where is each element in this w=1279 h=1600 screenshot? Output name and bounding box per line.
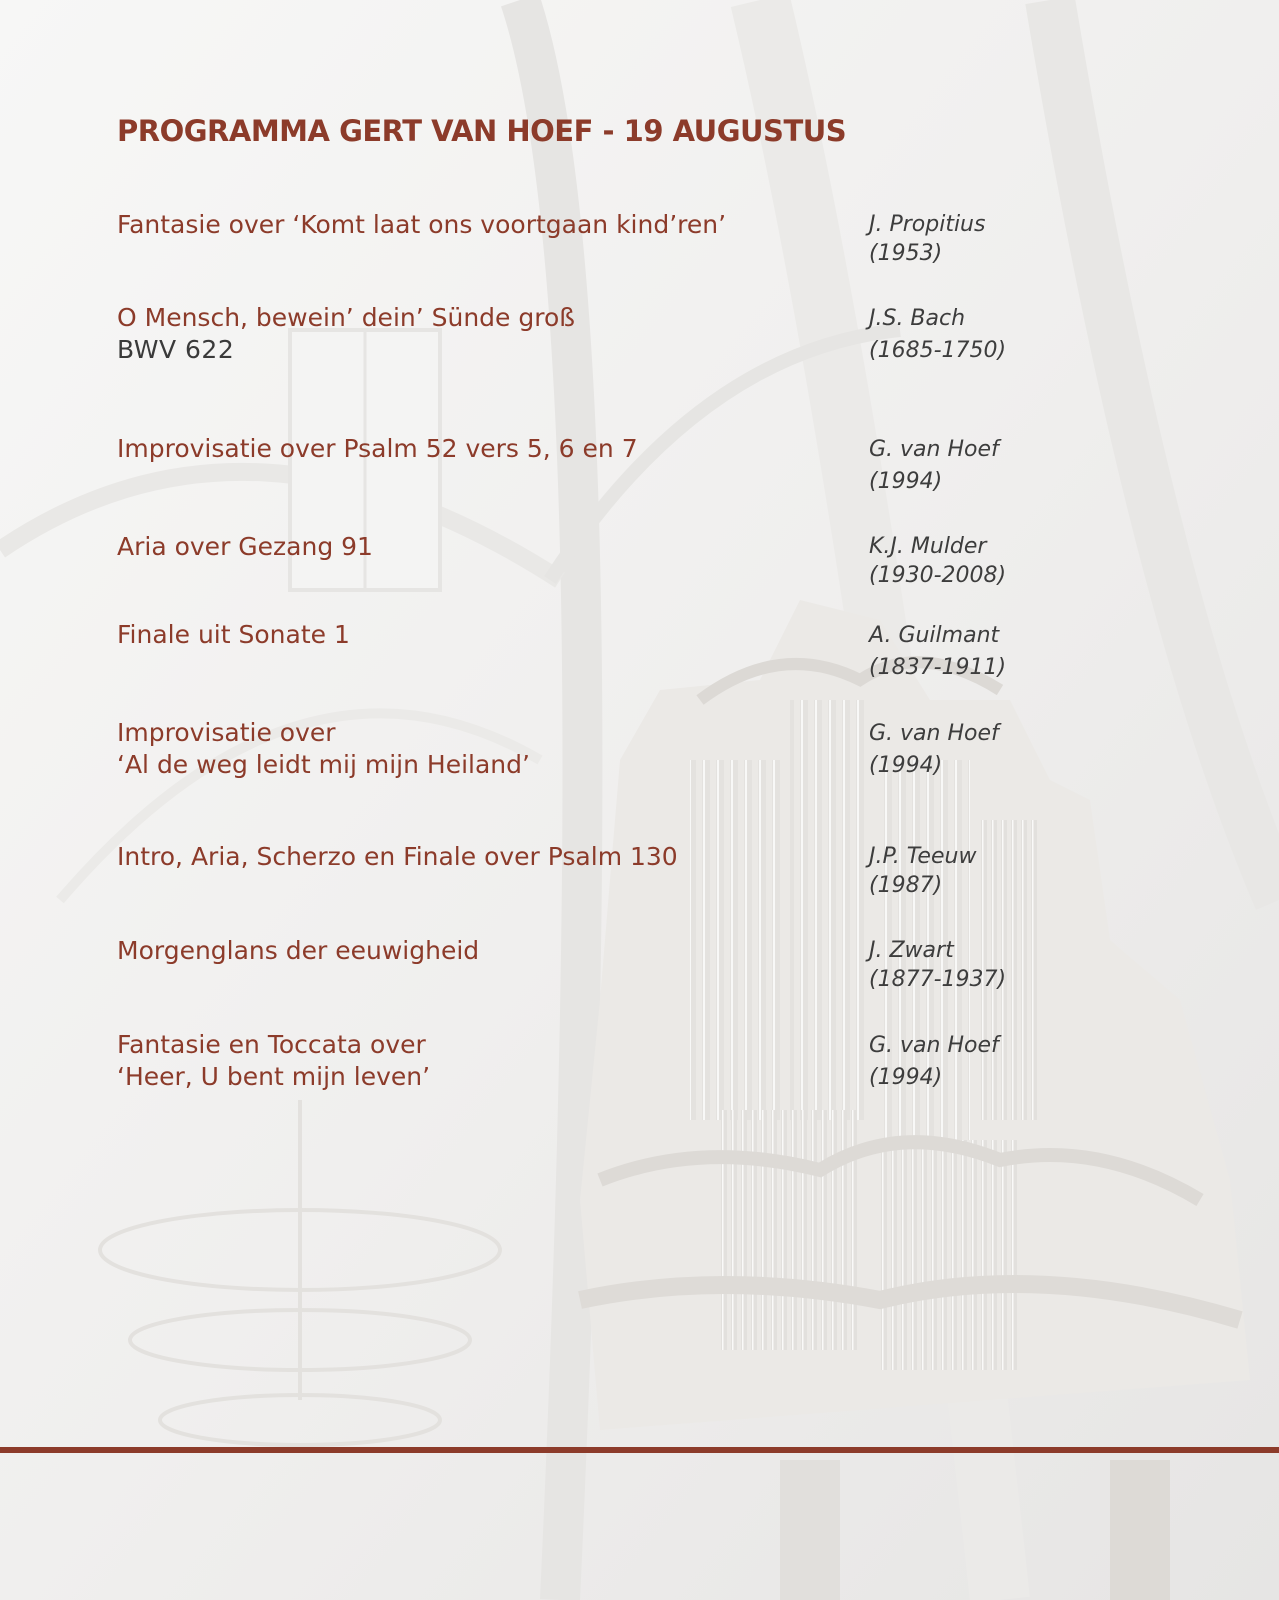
work-title-line: Finale uit Sonate 1 xyxy=(117,620,350,649)
work-title-line: O Mensch, bewein’ dein’ Sünde groß xyxy=(117,303,576,332)
composer-credit xyxy=(869,842,976,900)
work-title-line: Improvisatie over Psalm 52 vers 5, 6 en 7 xyxy=(117,434,638,463)
composer-years: (1994) xyxy=(869,469,943,494)
work-title-line: Fantasie over ‘Komt laat ons voortgaan kind’ren’ xyxy=(117,210,727,239)
composer-name: G. van Hoef xyxy=(869,437,999,462)
composer-credit xyxy=(869,210,985,268)
work-title xyxy=(117,1029,857,1093)
composer-credit xyxy=(869,532,1006,590)
work-title-line: Improvisatie over xyxy=(117,718,336,747)
page-title: PROGRAMMA GERT VAN HOEF - 19 AUGUSTUS xyxy=(117,114,847,148)
composer-credit xyxy=(869,303,1006,367)
composer-credit xyxy=(869,1030,999,1094)
composer-name: J.P. Teeuw xyxy=(869,844,977,869)
work-title-line: ‘Al de weg leidt mij mijn Heiland’ xyxy=(117,750,530,779)
work-title xyxy=(117,531,857,563)
work-title-line: Fantasie en Toccata over xyxy=(117,1030,426,1059)
work-title xyxy=(117,841,857,873)
composer-name: K.J. Mulder xyxy=(869,534,987,559)
work-title xyxy=(117,717,857,781)
composer-credit xyxy=(869,936,1006,994)
work-title-line: Aria over Gezang 91 xyxy=(117,532,373,561)
composer-name: J. Zwart xyxy=(869,938,954,963)
composer-years: (1994) xyxy=(869,1065,943,1090)
program-item xyxy=(117,209,986,289)
composer-years: (1994) xyxy=(869,753,943,778)
composer-credit xyxy=(869,620,1006,684)
program-item xyxy=(117,717,999,797)
work-title xyxy=(117,302,857,366)
composer-name: J.S. Bach xyxy=(869,306,966,331)
composer-name: G. van Hoef xyxy=(869,1033,999,1058)
footer-divider xyxy=(0,1447,1279,1453)
composer-years: (1837-1911) xyxy=(869,655,1007,680)
program-item xyxy=(117,841,977,921)
work-title-line: Morgenglans der eeuwigheid xyxy=(117,936,480,965)
program-item xyxy=(117,1029,999,1109)
composer-credit xyxy=(869,434,999,498)
program-item xyxy=(117,531,1007,611)
work-catalogue-number: BWV 622 xyxy=(117,335,235,364)
composer-years: (1877-1937) xyxy=(869,967,1007,992)
work-title xyxy=(117,935,857,967)
work-title xyxy=(117,209,857,241)
program-item xyxy=(117,935,1007,1015)
composer-credit xyxy=(869,718,999,782)
program-item xyxy=(117,619,1007,699)
work-title-line: Intro, Aria, Scherzo en Finale over Psalm 130 xyxy=(117,842,678,871)
work-title-line: ‘Heer, U bent mijn leven’ xyxy=(117,1062,431,1091)
composer-name: A. Guilmant xyxy=(869,623,1000,648)
composer-years: (1953) xyxy=(869,241,943,266)
composer-years: (1930-2008) xyxy=(869,563,1007,588)
program-item xyxy=(117,433,999,513)
work-title xyxy=(117,433,857,465)
program-item xyxy=(117,302,1007,382)
composer-years: (1987) xyxy=(869,873,943,898)
composer-years: (1685-1750) xyxy=(869,338,1007,363)
composer-name: G. van Hoef xyxy=(869,721,999,746)
work-title xyxy=(117,619,857,651)
composer-name: J. Propitius xyxy=(869,212,986,237)
